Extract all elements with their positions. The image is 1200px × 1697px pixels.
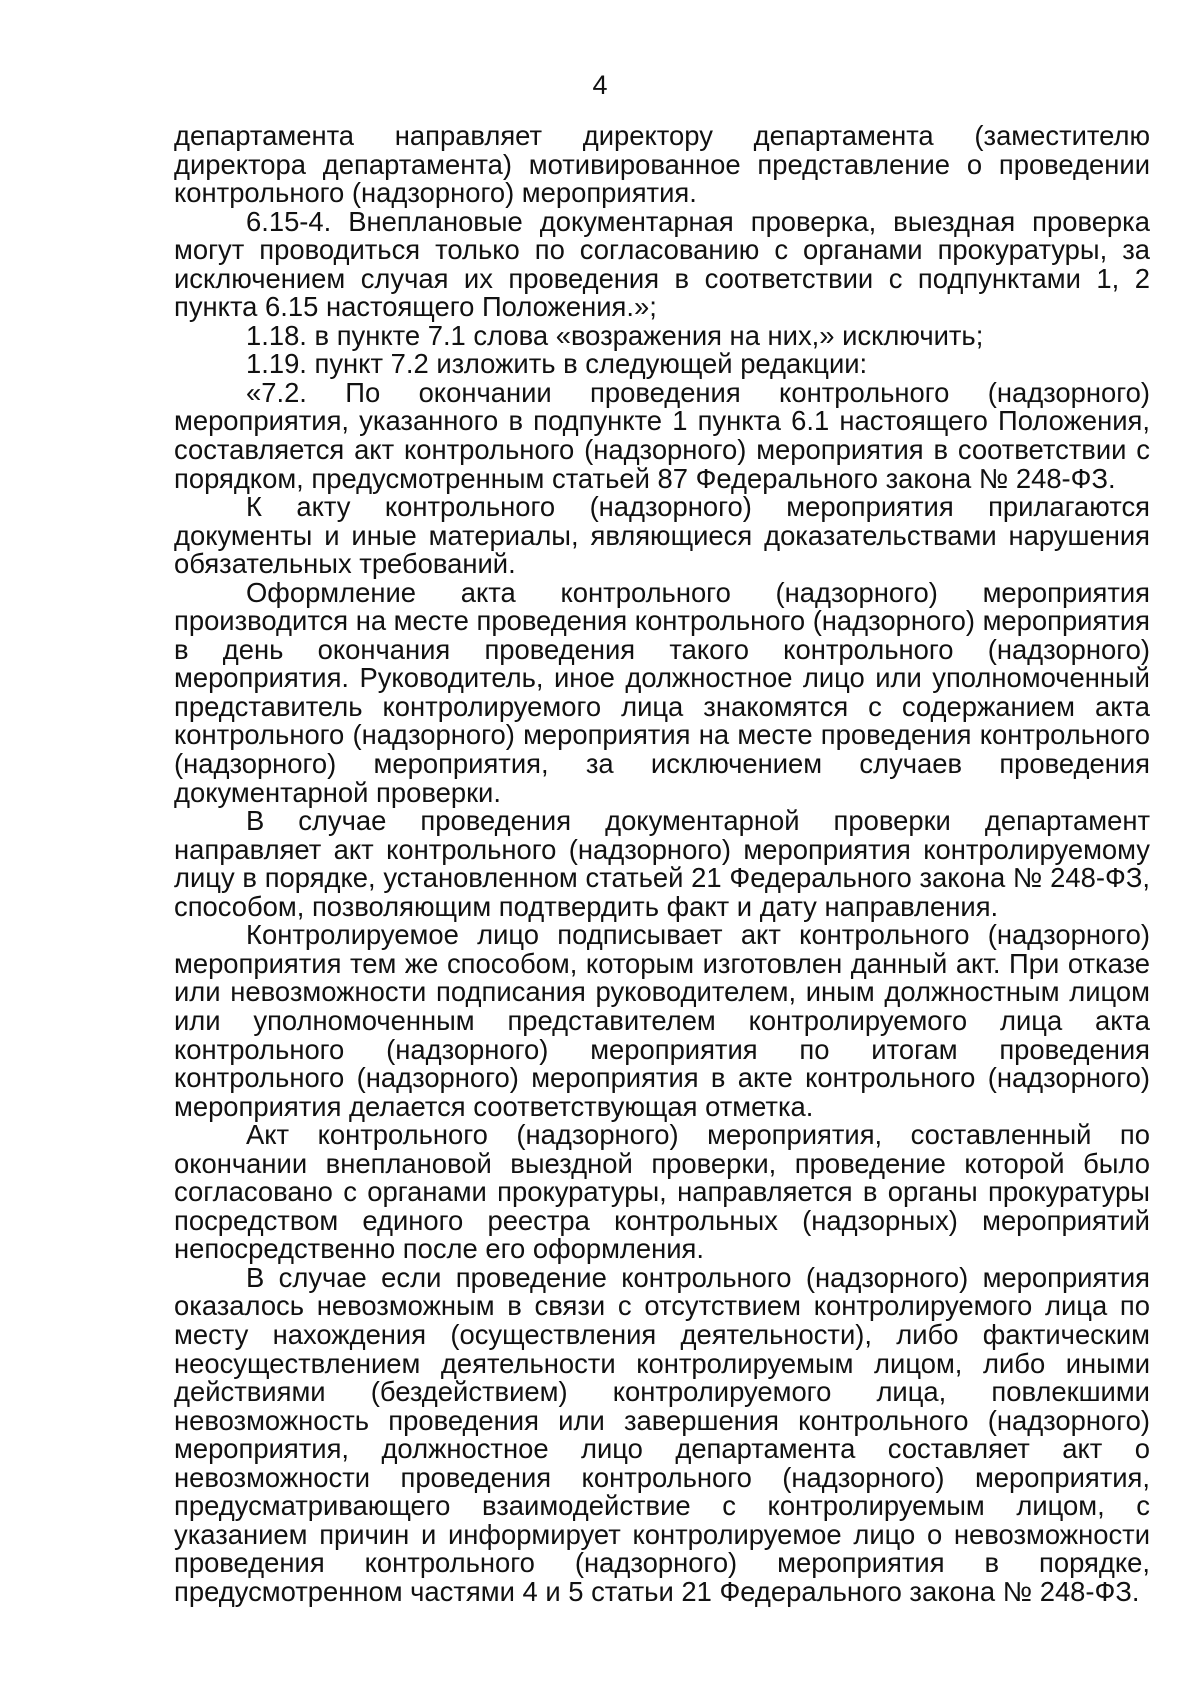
paragraph-continuation: департамента направляет директору департамента (заместителю директора департамента) мотивированное представление о проведении контрольного (надзорного) мероприятия. — [174, 120, 1150, 209]
paragraph-signing: Контролируемое лицо подписывает акт контрольного (надзорного) мероприятия тем же способом, которым изготовлен данный акт. При отказе или невозможности подписания руководителем, иным должностным лицом или уполномоченным представителем контролируемого лица акта контрольного (надзорного) мероприятия по итогам проведения контрольного (надзорного) мероприятия в акте контрольного (надзорного) мероприятия делается соответствующая отметка. — [174, 919, 1150, 1122]
page-number: 4 — [592, 70, 608, 100]
paragraph-7-2: «7.2. По окончании проведения контрольного (надзорного) мероприятия, указанного в подпункте 1 пункта 6.1 настоящего Положения, составляется акт контрольного (надзорного) мероприятия в соответствии с порядком, предусмотренным статьей 87 Федерального закона № 248-ФЗ. — [174, 376, 1150, 494]
paragraph-1-19: 1.19. пункт 7.2 изложить в следующей редакции: — [246, 348, 868, 380]
paragraph-1-18: 1.18. в пункте 7.1 слова «возражения на них,» исключить; — [246, 319, 984, 351]
paragraph-attachments: К акту контрольного (надзорного) мероприятия прилагаются документы и иные материалы, являющиеся доказательствами нарушения обязательных требований. — [174, 491, 1150, 580]
paragraph-documentary-check: В случае проведения документарной проверки департамент направляет акт контрольного (надзорного) мероприятия контролируемому лицу в порядке, установленном статьей 21 Федерального закона № 248-ФЗ, способом, позволяющим подтвердить факт и дату направления. — [174, 805, 1150, 922]
paragraph-6-15-4: 6.15-4. Внеплановые документарная проверка, выездная проверка могут проводиться только по согласованию с органами прокуратуры, за исключением случая их проведения в соответствии с подпунктами 1, 2 пункта 6.15 настоящего Положения.»; — [174, 205, 1150, 323]
document-body — [174, 122, 1150, 1606]
paragraph-act-formation: Оформление акта контрольного (надзорного) мероприятия производится на месте проведения контрольного (надзорного) мероприятия в день окончания проведения такого контрольного (надзорного) мероприятия. Руководитель, иное должностное лицо или уполномоченный представитель контролируемого лица знакомятся с содержанием акта контрольного (надзорного) мероприятия на месте проведения контрольного (надзорного) мероприятия, за исключением случаев проведения документарной проверки. — [174, 576, 1150, 808]
paragraph-impossibility: В случае если проведение контрольного (надзорного) мероприятия оказалось невозможным в связи с отсутствием контролируемого лица по месту нахождения (осуществления деятельности), либо фактическим неосуществлением деятельности контролируемым лицом, либо иными действиями (бездействием) контролируемого лица, повлекшими невозможность проведения или завершения контрольного (надзорного) мероприятия, должностное лицо департамента составляет акт о невозможности проведения контрольного (надзорного) мероприятия, предусматривающего взаимодействие с контролируемым лицом, с указанием причин и информирует контролируемое лицо о невозможности проведения контрольного (надзорного) мероприятия в порядке, предусмотренном частями 4 и 5 статьи 21 Федерального закона № 248-ФЗ. — [174, 1261, 1150, 1607]
paragraph-prosecutor: Акт контрольного (надзорного) мероприятия, составленный по окончании внеплановой выездной проверки, проведение которой было согласовано с органами прокуратуры, направляется в органы прокуратуры посредством единого реестра контрольных (надзорных) мероприятий непосредственно после его оформления. — [174, 1119, 1150, 1265]
